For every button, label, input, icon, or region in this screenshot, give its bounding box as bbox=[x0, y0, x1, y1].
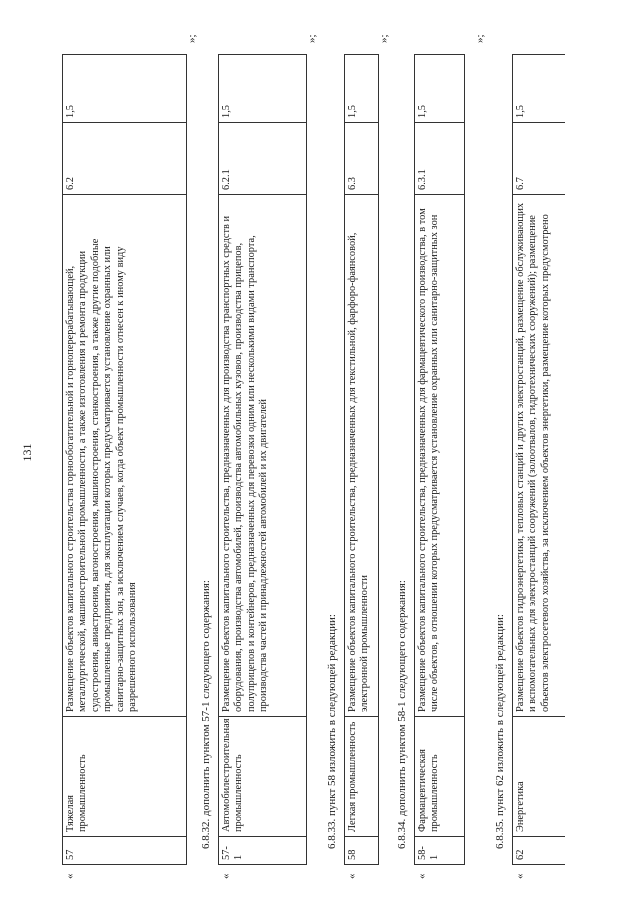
classifier-code: 6.2 bbox=[63, 123, 187, 195]
use-description: Размещение объектов капитального строительства, предназначенных для производства транспортных средств и оборудования, производства автомобилей, производства автомобильных кузовов, производства прицепов, полуприцепов и контейнеров, предназначенных для перевозки одним или несколькими видами транспорта, производства частей и принадлежностей автомобилей и их двигателей bbox=[219, 195, 307, 717]
use-type-name: Тяжелая промышленность bbox=[63, 717, 187, 837]
coefficient-value: 1,5 bbox=[415, 55, 465, 123]
use-type-name: Энергетика bbox=[513, 717, 565, 837]
row-number: 58-1 bbox=[415, 837, 465, 865]
use-type-name: Легкая промышленность bbox=[345, 717, 379, 837]
use-type-name: Автомобилестроительная промышленность bbox=[219, 717, 307, 837]
closing-quote: »; bbox=[378, 34, 390, 43]
amendment-instruction: 6.8.33. пункт 58 изложить в следующей редакции: bbox=[326, 614, 338, 849]
opening-quote: « bbox=[514, 873, 526, 879]
classifier-code: 6.2.1 bbox=[219, 123, 307, 195]
coefficient-value: 1,5 bbox=[63, 55, 187, 123]
use-description: Размещение объектов капитального строительства, предназначенных для фармацевтического производства, в том числе объектов, в отношении которых предусматривается установление охранных или санитарно-защитных зон bbox=[415, 195, 465, 717]
page-number: 131 bbox=[20, 443, 34, 462]
row-number: 58 bbox=[345, 837, 379, 865]
opening-quote: « bbox=[346, 873, 358, 879]
opening-quote: « bbox=[416, 873, 428, 879]
amendment-instruction: 6.8.32. дополнить пунктом 57-1 следующего содержания: bbox=[200, 580, 212, 849]
use-description: Размещение объектов капитального строительства горнообогатительной и горноперерабатывающей, металлургической, машиностроительной промышленности, а также изготовления и ремонта продукции судостроения, авиастроения, вагоностроения, машиностроения, станкостроения, а также другие подобные промышленные предприятия, для эксплуатации которых предусматривается установление охранных или санитарно-защитных зон, за исключением случаев, когда объект промышленности отнесен к иному виду разрешенного использования bbox=[63, 195, 187, 717]
coefficient-value: 1,5 bbox=[345, 55, 379, 123]
table-row-57-1 bbox=[218, 54, 307, 865]
row-number: 57-1 bbox=[219, 837, 307, 865]
row-number: 57 bbox=[63, 837, 187, 865]
classifier-code: 6.3 bbox=[345, 123, 379, 195]
amendment-instruction: 6.8.35. пункт 62 изложить в следующей редакции: bbox=[494, 614, 506, 849]
use-description: Размещение объектов гидроэнергетики, тепловых станций и других электростанций, размещение обслуживающих и вспомогательных для электростанций сооружений (золоотвалов, гидротехнических сооружений); размещение объектов электросетевого хозяйства, за исключением объектов энергетики, размещение которых предусмотрено bbox=[513, 195, 565, 717]
closing-quote: »; bbox=[186, 34, 198, 43]
coefficient-value: 1,5 bbox=[219, 55, 307, 123]
coefficient-value: 1,5 bbox=[513, 55, 565, 123]
use-description: Размещение объектов капитального строительства, предназначенных для текстильной, фарфоро-фаянсовой, электронной промышленности bbox=[345, 195, 379, 717]
amendment-instruction: 6.8.34. дополнить пунктом 58-1 следующего содержания: bbox=[396, 580, 408, 849]
opening-quote: « bbox=[220, 873, 232, 879]
table-row-57 bbox=[62, 54, 187, 865]
table-row-58-1 bbox=[414, 54, 465, 865]
closing-quote: »; bbox=[474, 34, 486, 43]
row-number: 62 bbox=[513, 837, 565, 865]
use-type-name: Фармацевтическая промышленность bbox=[415, 717, 465, 837]
closing-quote: »; bbox=[306, 34, 318, 43]
classifier-code: 6.7 bbox=[513, 123, 565, 195]
opening-quote: « bbox=[64, 873, 76, 879]
table-row-62 bbox=[512, 54, 565, 865]
table-row-58 bbox=[344, 54, 379, 865]
classifier-code: 6.3.1 bbox=[415, 123, 465, 195]
